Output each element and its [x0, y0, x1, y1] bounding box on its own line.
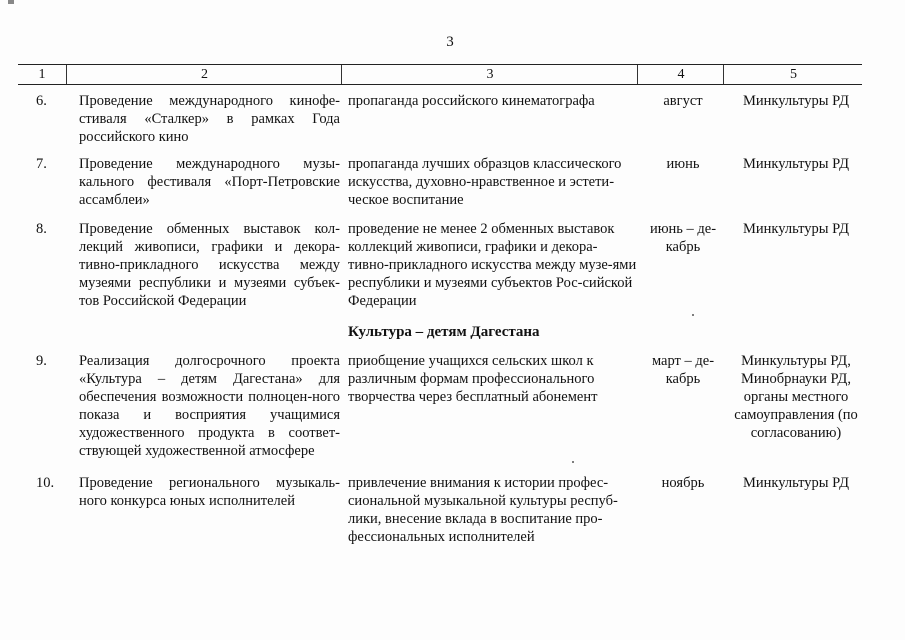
event-responsible: Минкультуры РД [742, 156, 850, 172]
event-period: июнь – де-кабрь [649, 221, 717, 255]
header-col-3: 3 [341, 65, 638, 84]
event-responsible: Минкультуры РД [742, 475, 850, 491]
event-goal: приобщение учащихся сельских школ к различным формам профессионального творчества через бесплатный абонемент [348, 353, 598, 405]
event-responsible: Минкультуры РД [742, 93, 850, 109]
page-number: 3 [446, 34, 454, 50]
header-col-4: 4 [637, 65, 724, 84]
scan-speck [572, 461, 574, 463]
event-name: Реализация долгосрочного проекта «Культура – детям Дагестана» для обеспечения возможности полноцен-ного показа и восприятия учащимися художественного продукта в соответ-ствующей художественной атмосфере [79, 353, 340, 459]
row-number: 9. [36, 353, 47, 369]
event-name: Проведение международного кинофе-стиваля «Сталкер» в рамках Года российского кино [79, 93, 340, 145]
event-responsible: Минкультуры РД, Минобрнауки РД, органы местного самоуправления (по согласованию) [734, 353, 858, 441]
event-period: июнь [666, 156, 700, 172]
row-number: 8. [36, 221, 47, 237]
event-goal: привлечение внимания к истории профес-сиональной музыкальной культуры респуб-лики, внесение вклада в воспитание про-фессиональных исполнителей [348, 475, 618, 545]
event-goal: пропаганда лучших образцов классического искусства, духовно-нравственное и эстети-ческое воспитание [348, 156, 622, 208]
section-title: Культура – детям Дагестана [348, 324, 540, 340]
header-col-2: 2 [66, 65, 342, 84]
header-col-1: 1 [38, 67, 46, 82]
scan-artifact [8, 0, 14, 4]
event-goal: проведение не менее 2 обменных выставок коллекций живописи, графики и декора-тивно-прикладного искусства между музе-ями республики и музеями субъектов Рос-сийской Федерации [348, 221, 637, 309]
event-period: август [663, 93, 703, 109]
event-goal: пропаганда российского кинематографа [348, 93, 595, 109]
row-number: 6. [36, 93, 47, 109]
table-header-row [18, 64, 862, 85]
event-name: Проведение обменных выставок кол-лекций живописи, графики и декора-тивно-прикладного искусства между музеями республики и музеями субъек-тов Российской Федерации [79, 221, 340, 309]
row-number: 7. [36, 156, 47, 172]
row-number: 10. [36, 475, 55, 491]
header-col-5: 5 [723, 65, 863, 84]
event-responsible: Минкультуры РД [742, 221, 850, 237]
event-period: март – де-кабрь [651, 353, 715, 387]
event-period: ноябрь [661, 475, 705, 491]
scan-speck [692, 314, 694, 316]
event-name: Проведение регионального музыкаль-ного конкурса юных исполнителей [79, 475, 340, 509]
event-name: Проведение международного музы-кального фестиваля «Порт-Петровские ассамблеи» [79, 156, 340, 208]
